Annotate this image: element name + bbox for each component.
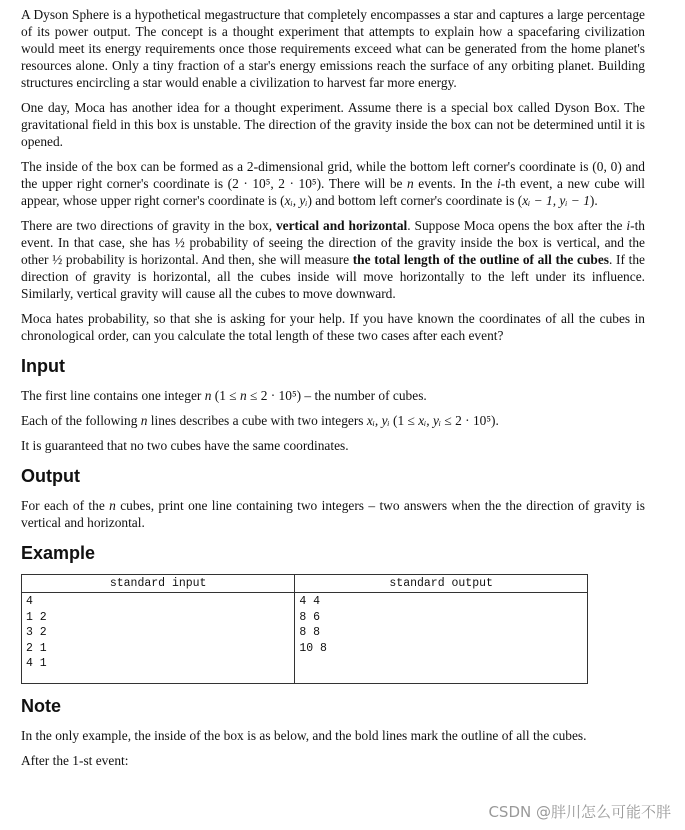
text: ). [589, 193, 598, 208]
example-input: 4 1 2 3 2 2 1 4 1 [22, 593, 295, 684]
note-heading: Note [21, 696, 61, 716]
text: -th event. In that case, she has ½ probability of seeing the direction of the gravity inside the box is vertical, and the other ½ probability is horizontal. And then, she will measure [21, 218, 645, 267]
text: ) and bottom left corner's coordinate is ( [307, 193, 523, 208]
paragraph [21, 752, 645, 769]
problem-statement [21, 6, 645, 777]
text: . Suppose Moca opens the box after the [407, 218, 627, 233]
math-text: n [140, 413, 148, 428]
paragraph [21, 727, 645, 744]
paragraph [21, 387, 645, 404]
paragraph [21, 6, 645, 91]
paragraph [21, 99, 645, 150]
example-heading: Example [21, 543, 96, 563]
math-text: xᵢ, yᵢ [284, 193, 308, 208]
text: It is guaranteed that no two cubes have the same coordinates. [21, 438, 349, 453]
text: One day, Moca has another idea for a thought experiment. Assume there is a special box called Dyson Box. The gravitational field in this box is unstable. The direction of the gravity inside the box can not be determined until it is opened. [21, 100, 645, 149]
input-heading: Input [21, 356, 65, 376]
text: In the only example, the inside of the box is as below, and the bold lines mark the outline of all the cubes. [21, 728, 587, 743]
text: ≤ 2 · 10⁵). [441, 413, 499, 428]
text: A Dyson Sphere is a hypothetical megastructure that completely encompasses a star and captures a large percentage of its power output. The concept is a thought experiment that attempts to explain how a spacefaring civilization would meet its energy requirements once those requirements exceed what can be generated from the home planet's resources alone. Only a tiny fraction of a star's energy emissions reach the surface of any orbiting planet. Building structures encircling a star would enable a civilization to harvest far more energy. [21, 7, 645, 90]
text: lines describes a cube with two integers [147, 413, 367, 428]
output-heading: Output [21, 466, 80, 486]
paragraph [21, 158, 645, 209]
paragraph [21, 310, 645, 344]
watermark: CSDN @胖川怎么可能不胖 [488, 803, 671, 821]
text: The inside of the box can be formed as a 2-dimensional grid, while the bottom left corner's coordinate is (0, 0) and the upper right corner's coordinate is (2 · 10⁵, 2 · 10⁵). There will be [21, 159, 645, 191]
text: (1 ≤ [389, 413, 419, 428]
math-text: xᵢ − 1, yᵢ − 1 [522, 193, 590, 208]
text: Moca hates probability, so that she is asking for your help. If you have known the coordinates of all the cubes in chronological order, can you calculate the total length of these two cases after each event? [21, 311, 645, 343]
paragraph [21, 217, 645, 302]
math-text: n [109, 498, 116, 513]
text: -th event, a new cube will appear, whose upper right corner's coordinate is ( [21, 176, 645, 208]
text: cubes, print one line containing two integers – two answers when the the direction of gravity is vertical and horizontal. [21, 498, 645, 530]
text: (1 ≤ [211, 388, 240, 403]
input-section [21, 387, 645, 454]
bold-text: vertical and horizontal [275, 218, 408, 233]
math-text: n [239, 388, 247, 403]
text: After the 1-st event: [21, 753, 129, 768]
math-text: i [496, 176, 501, 191]
standard-output-header: standard output [295, 575, 588, 593]
example-table [21, 574, 588, 684]
paragraph [21, 497, 645, 531]
paragraph [21, 437, 645, 454]
text: events. In the [413, 176, 497, 191]
output-section [21, 497, 645, 531]
intro-paragraphs [21, 6, 645, 344]
text: . If the direction of gravity is horizontal, all the cubes inside will move horizontally to the left under its influence. Similarly, vertical gravity will cause all the cubes to move downward. [21, 252, 645, 301]
text: ≤ 2 · 10⁵) – the number of cubes. [246, 388, 427, 403]
math-text: xᵢ, yᵢ [418, 413, 442, 428]
text: Each of the following [21, 413, 141, 428]
text: There are two directions of gravity in the box, [21, 218, 276, 233]
paragraph [21, 412, 645, 429]
math-text: xᵢ, yᵢ [366, 413, 390, 428]
example-output: 4 4 8 6 8 8 10 8 [295, 593, 588, 684]
note-section [21, 727, 645, 769]
standard-input-header: standard input [22, 575, 295, 593]
text: The first line contains one integer [21, 388, 205, 403]
math-text: i [626, 218, 631, 233]
math-text: n [407, 176, 414, 191]
bold-text: the total length of the outline of all the cubes [352, 252, 609, 267]
text: For each of the [21, 498, 110, 513]
math-text: n [204, 388, 212, 403]
